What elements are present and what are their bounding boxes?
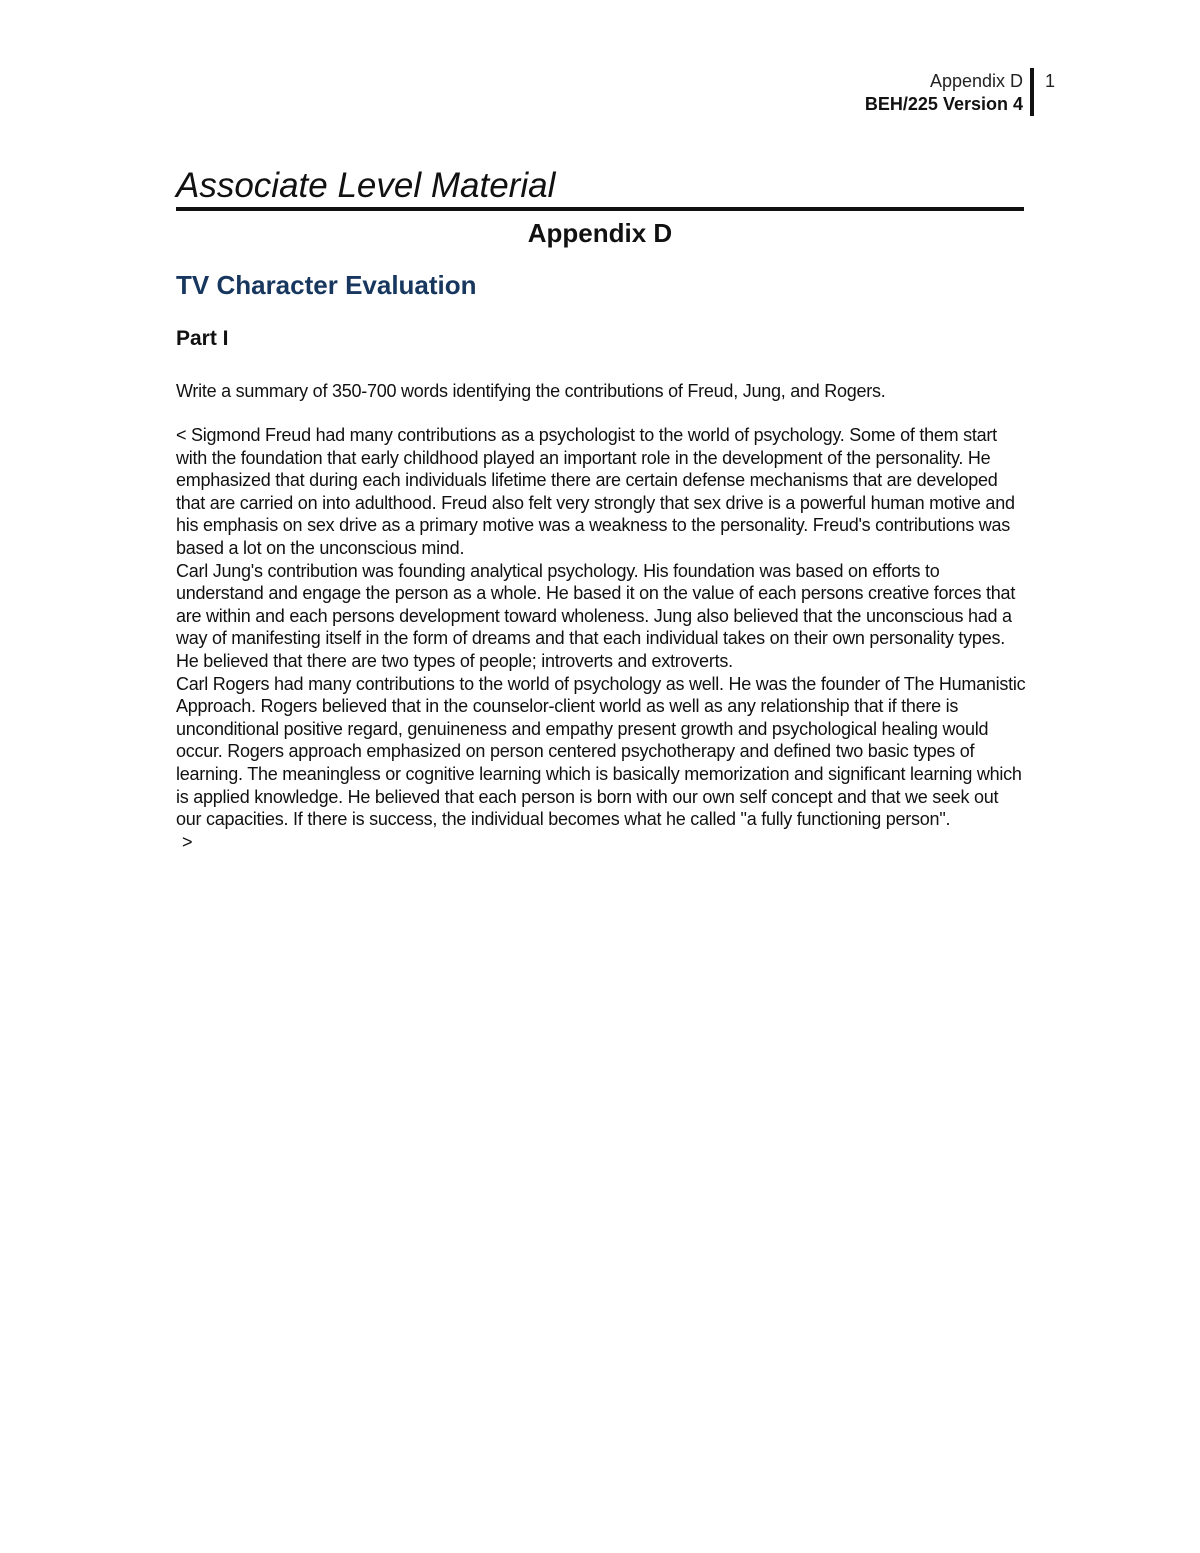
document-title: Associate Level Material — [176, 166, 556, 205]
part-heading: Part I — [176, 327, 229, 350]
freud-paragraph: < Sigmond Freud had many contributions as a psychologist to the world of psychology. Some of them start with the foundation that early childhood played an important role in the development of the personality. He emphasized that during each individuals lifetime there are certain defense mechanisms that are developed that are carried on into adulthood. Freud also felt very strongly that sex drive is a powerful human motive and his emphasis on sex drive as a primary motive was a weakness to the personality. Freud's contributions was based a lot on the unconscious mind. — [176, 425, 1015, 558]
page-number: 1 — [1045, 71, 1056, 91]
section-heading: TV Character Evaluation — [176, 270, 477, 300]
appendix-heading: Appendix D — [527, 218, 673, 248]
header-course: BEH/225 Version 4 — [864, 94, 1023, 114]
answer-closing-mark: > — [182, 831, 193, 852]
jung-paragraph: Carl Jung's contribution was founding analytical psychology. His foundation was based on efforts to understand and engage the person as a whole. He based it on the value of each persons creative forces that are within and each persons development toward wholeness. Jung also believed that the unconscious had a way of manifesting itself in the form of dreams and that each individual takes on their own personality types. He believed that there are two types of people; introverts and extroverts. — [176, 560, 1016, 671]
instructions-text: Write a summary of 350-700 words identifying the contributions of Freud, Jung, and Rogers. — [176, 381, 886, 401]
header-divider — [1030, 68, 1034, 116]
header-title: Appendix D — [929, 71, 1023, 91]
rogers-paragraph: Carl Rogers had many contributions to the world of psychology as well. He was the founder of The Humanistic Approach. Rogers believed that in the counselor-client world as well as any relationship that if there is unconditional positive regard, genuineness and empathy present growth and psychological healing would occur. Rogers approach emphasized on person centered psychotherapy and defined two basic types of learning. The meaningless or cognitive learning which is basically memorization and significant learning which is applied knowledge. He believed that each person is born with our own self concept and that we seek out our capacities. If there is success, the individual becomes what he called "a fully functioning person". — [176, 673, 1026, 830]
title-divider — [176, 207, 1024, 211]
answer-body — [176, 424, 1026, 853]
running-header — [865, 70, 1023, 116]
